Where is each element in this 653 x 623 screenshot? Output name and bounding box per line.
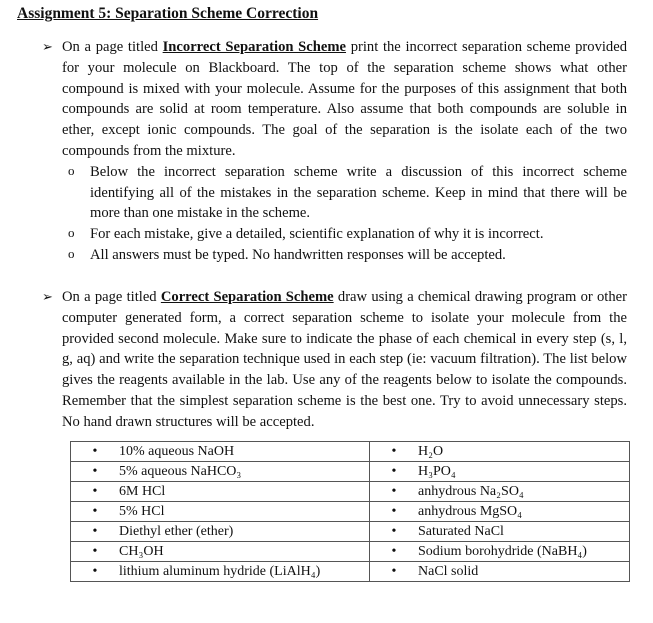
table-row bbox=[71, 442, 630, 462]
reagent-cell: 6M HCl bbox=[119, 482, 370, 502]
table-row bbox=[71, 462, 630, 482]
bullet-icon: • bbox=[370, 522, 419, 542]
reagent-cell: CH₃OH bbox=[119, 542, 370, 562]
bullet-icon: • bbox=[370, 462, 419, 482]
bullet-icon: • bbox=[71, 462, 120, 482]
bullet-icon: • bbox=[71, 442, 120, 462]
reagent-cell: 5% aqueous NaHCO₃ bbox=[119, 462, 370, 482]
section-correct-scheme: ➢ On a page titled Correct Separation Scheme draw using a chemical drawing program or other computer generated form, a correct separation scheme to isolate your molecule from the provided second molecule. Make sure to indicate the phase of each chemical in every step (s, l, g, aq) and write the separation technique used in each step (ie: vacuum filtration). The list below gives the reagents available in the lab. Use any of the reagents below to isolate the compounds. Remember that the simplest separation scheme is the best one. Try to avoid unnecessary steps. No hand drawn structures will be accepted. bbox=[42, 289, 627, 430]
bullet-icon: • bbox=[370, 482, 419, 502]
reagent-cell: Sodium borohydride (NaBH₄) bbox=[418, 542, 630, 562]
reagents-table bbox=[70, 441, 630, 582]
list-item: o Below the incorrect separation scheme write a discussion of this incorrect scheme identifying all of the mistakes in the separation scheme. Keep in mind that there will be more than one mistake in the scheme. bbox=[68, 162, 627, 224]
bullet-icon: • bbox=[370, 442, 419, 462]
bullet-icon: • bbox=[71, 542, 120, 562]
list-item: o For each mistake, give a detailed, scientific explanation of why it is incorrect. bbox=[68, 224, 627, 245]
table-row bbox=[71, 542, 630, 562]
table-row bbox=[71, 482, 630, 502]
arrow-bullet-icon: ➢ bbox=[42, 39, 53, 54]
incorrect-scheme-heading: Incorrect Separation Scheme bbox=[162, 39, 347, 55]
reagent-cell: H₃PO₄ bbox=[418, 462, 630, 482]
table-row bbox=[71, 562, 630, 582]
reagent-cell: H₂O bbox=[418, 442, 630, 462]
table-row bbox=[71, 522, 630, 542]
correct-scheme-heading: Correct Separation Scheme bbox=[160, 289, 334, 305]
list-item: o All answers must be typed. No handwritten responses will be accepted. bbox=[68, 245, 627, 266]
sub-list bbox=[68, 162, 627, 266]
reagent-cell: lithium aluminum hydride (LiAlH₄) bbox=[119, 562, 370, 582]
reagent-cell: anhydrous MgSO₄ bbox=[418, 502, 630, 522]
bullet-icon: • bbox=[71, 562, 120, 582]
reagent-cell: Diethyl ether (ether) bbox=[119, 522, 370, 542]
bullet-icon: • bbox=[71, 522, 120, 542]
reagent-cell: anhydrous Na₂SO₄ bbox=[418, 482, 630, 502]
reagent-cell: Saturated NaCl bbox=[418, 522, 630, 542]
bullet-icon: • bbox=[71, 482, 120, 502]
reagent-cell: 5% HCl bbox=[119, 502, 370, 522]
assignment-title: Assignment 5: Separation Scheme Correction bbox=[17, 5, 319, 22]
bullet-icon: • bbox=[370, 502, 419, 522]
section-incorrect-scheme: ➢ On a page titled Incorrect Separation Scheme print the incorrect separation scheme provided for your molecule on Blackboard. The top of the separation scheme shows what other compound is mixed with your molecule. Assume for the purposes of this assignment that both compounds are solid at room temperature. Also assume that both compounds are soluble in ether, except ionic compounds. The goal of the separation is the isolate each of the two compounds from the mixture. o Below the incorrect separation scheme write a discussion of this incorrect scheme identifying all of the mistakes in the separation scheme. Keep in mind that there will be more than one mistake in the scheme. o For each mistake, give a detailed, scientific explanation of why it is incorrect. o All answers must be typed. No handwritten responses will be accepted. bbox=[42, 37, 627, 266]
reagent-cell: NaCl solid bbox=[418, 562, 630, 582]
arrow-bullet-icon: ➢ bbox=[42, 289, 53, 304]
reagent-cell: 10% aqueous NaOH bbox=[119, 442, 370, 462]
bullet-icon: • bbox=[370, 562, 419, 582]
bullet-icon: • bbox=[71, 502, 120, 522]
table-row bbox=[71, 502, 630, 522]
bullet-icon: • bbox=[370, 542, 419, 562]
